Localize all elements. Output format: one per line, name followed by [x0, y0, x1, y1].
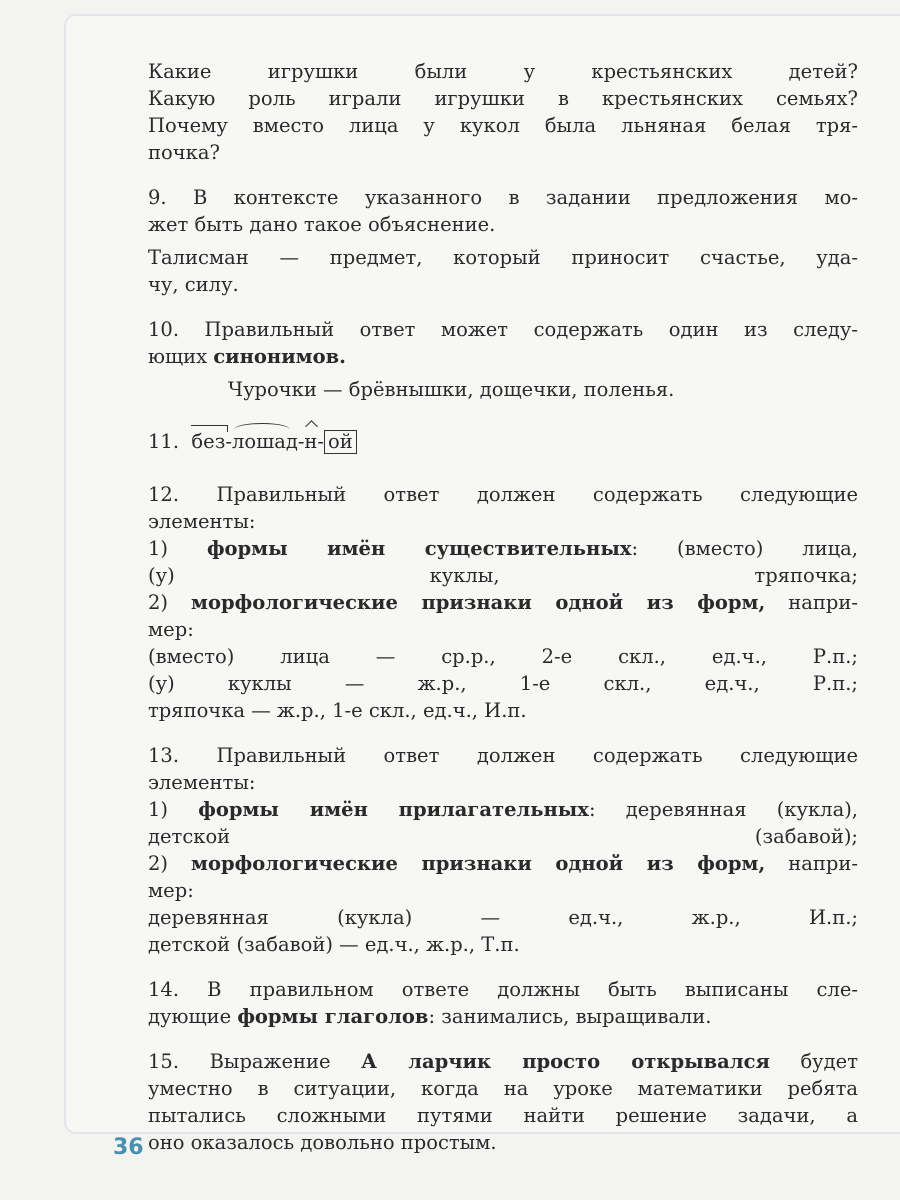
text-segment: тряпочка — ж.р., 1-е скл., ед.ч., И.п.: [148, 699, 527, 722]
text-line: [148, 1129, 858, 1156]
bold-term: А ларчик просто открывался: [361, 1050, 770, 1073]
prefix: [191, 429, 232, 455]
root-arc-icon: [234, 423, 290, 436]
text-segment: Какую роль играли игрушки в крестьянских семьях?: [148, 87, 858, 110]
bold-term: морфологические признаки одной из форм,: [191, 591, 766, 614]
text-segment: 1): [148, 537, 207, 560]
answer-11-number: 11.: [148, 430, 180, 453]
text-segment: чу, силу.: [148, 273, 239, 296]
bold-term: морфологические признаки одной из форм,: [191, 852, 766, 875]
text-segment: Чурочки — брёвнышки, дощечки, поленья.: [228, 378, 675, 401]
bold-term: формы имён прилагательных: [198, 798, 589, 821]
prefix-mark-icon: [191, 425, 228, 432]
text-line: [148, 85, 858, 112]
text-segment: элементы:: [148, 771, 256, 794]
text-segment: 12. Правильный ответ должен содержать следующие: [148, 483, 858, 506]
text-line: [148, 670, 858, 697]
text-segment: напри-: [765, 852, 858, 875]
text-segment: элементы:: [148, 510, 256, 533]
answer-13: [148, 742, 858, 958]
text-segment: 14. В правильном ответе должны быть выписаны сле-: [148, 978, 858, 1001]
text-segment: : (вместо) лица,: [631, 537, 858, 560]
text-segment: будет: [769, 1050, 858, 1073]
text-segment: (у) куклы — ж.р., 1-е скл., ед.ч., Р.п.;: [148, 672, 858, 695]
text-line: [148, 271, 858, 298]
text-line: [148, 112, 858, 139]
text-line: [148, 139, 858, 166]
suffix-text: н-: [304, 430, 325, 453]
text-line: [148, 244, 858, 271]
text-line: [148, 535, 858, 562]
text-segment: дующие: [148, 1005, 238, 1028]
text-segment: 2): [148, 591, 192, 614]
text-segment: оно оказалось довольно простым.: [148, 1131, 497, 1154]
text-line: [148, 616, 858, 643]
text-line: [148, 562, 858, 589]
text-line: [148, 823, 858, 850]
answer-10-synonyms: [148, 376, 858, 403]
suffix: [304, 429, 324, 455]
page-number: 36: [113, 1135, 144, 1160]
text-line: [148, 904, 858, 931]
text-line: [148, 796, 858, 823]
text-segment: пытались сложными путями найти решение задачи, а: [148, 1104, 858, 1127]
morpheme-parse: [191, 429, 356, 455]
ending: ой: [324, 430, 357, 454]
text-line: [148, 481, 858, 508]
text-segment: (вместо) лица — ср.р., 2-е скл., ед.ч., Р.п.;: [148, 645, 858, 668]
text-line: [148, 343, 858, 370]
text-segment: уместно в ситуации, когда на уроке математики ребята: [148, 1077, 858, 1100]
text-segment: 15. Выражение: [148, 1050, 362, 1073]
text-segment: : занимались, выращивали.: [428, 1005, 712, 1028]
text-segment: детской (забавой) — ед.ч., ж.р., Т.п.: [148, 933, 520, 956]
text-segment: Какие игрушки были у крестьянских детей?: [148, 60, 858, 83]
text-line: [148, 508, 858, 535]
text-segment: мер:: [148, 618, 194, 641]
answer-10: [148, 316, 858, 370]
text-segment: жет быть дано такое объяснение.: [148, 213, 496, 236]
text-line: [148, 316, 858, 343]
text-segment: 9. В контексте указанного в задании предложения мо-: [148, 186, 858, 209]
text-segment: (у) куклы, тряпочка;: [148, 564, 858, 587]
prefix-text: без-: [191, 430, 232, 453]
text-segment: деревянная (кукла) — ед.ч., ж.р., И.п.;: [148, 906, 858, 929]
text-segment: напри-: [765, 591, 858, 614]
text-line: [148, 976, 858, 1003]
text-segment: Талисман — предмет, который приносит счастье, уда-: [148, 246, 858, 269]
answer-15: [148, 1048, 858, 1156]
text-line: [148, 589, 858, 616]
text-line: [148, 697, 858, 724]
text-segment: 10. Правильный ответ может содержать один из следу-: [148, 318, 858, 341]
text-segment: : деревянная (кукла),: [588, 798, 859, 821]
text-line: [148, 1048, 858, 1075]
text-segment: 2): [148, 852, 192, 875]
answer-9: [148, 184, 858, 238]
answer-14: [148, 976, 858, 1030]
text-line: [148, 1102, 858, 1129]
root-text: лошад-: [231, 430, 305, 453]
text-segment: почка?: [148, 141, 220, 164]
answers-text: [148, 58, 858, 1174]
text-line: [148, 184, 858, 211]
answer-9-definition: [148, 244, 858, 298]
text-line: [148, 1003, 858, 1030]
text-segment: Почему вместо лица у кукол была льняная белая тря-: [148, 114, 858, 137]
text-line: [148, 931, 858, 958]
text-line: [148, 769, 858, 796]
bold-term: синонимов.: [213, 345, 346, 368]
answer-11: [148, 421, 858, 463]
text-segment: мер:: [148, 879, 194, 902]
text-line: [148, 877, 858, 904]
text-line: [148, 850, 858, 877]
paragraph-questions: [148, 58, 858, 166]
bold-term: формы имён существительных: [206, 537, 632, 560]
text-line: [148, 211, 858, 238]
bold-term: формы глаголов: [237, 1005, 429, 1028]
text-segment: ющих: [148, 345, 214, 368]
text-segment: детской (забавой);: [148, 825, 858, 848]
text-line: [148, 742, 858, 769]
text-segment: 1): [148, 798, 199, 821]
text-line: [148, 1075, 858, 1102]
text-segment: 13. Правильный ответ должен содержать следующие: [148, 744, 858, 767]
text-line: [148, 643, 858, 670]
text-line: [148, 376, 858, 403]
text-line: [148, 58, 858, 85]
root: [232, 429, 304, 455]
answer-12: [148, 481, 858, 724]
